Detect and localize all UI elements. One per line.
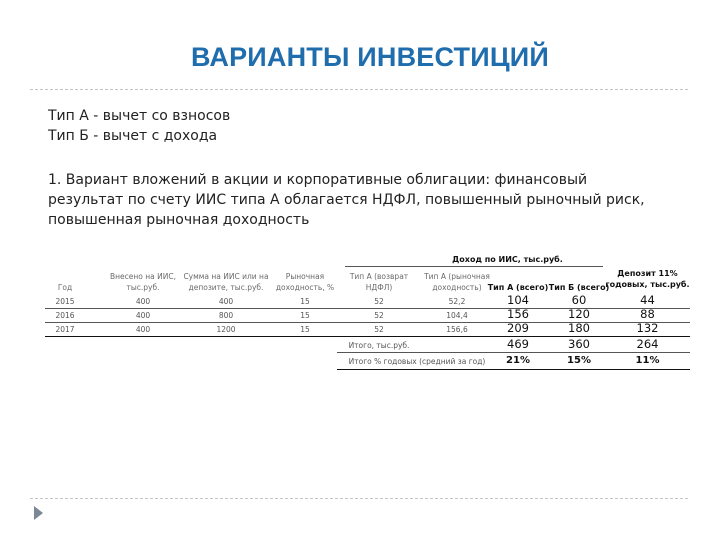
group-header-rule [345, 266, 603, 267]
avg-deposit11: 11% [635, 355, 660, 366]
header-typeB-total: Тип Б (всего) [548, 283, 610, 292]
avg-label: Итого % годовых (средний за год) [348, 357, 486, 366]
row2-deposit11: 88 [640, 307, 655, 321]
header-typeA-total: Тип А (всего) [487, 283, 549, 292]
row3-typeB-total: 180 [568, 321, 590, 335]
row3-deposit: 1200 [216, 325, 236, 334]
row2-typeB-total: 120 [568, 307, 590, 321]
row1-year: 2015 [55, 297, 75, 306]
avg-bottom-rule [337, 369, 690, 370]
row2-market: 15 [300, 311, 310, 320]
row1-typeA-yield: 52,2 [448, 297, 466, 306]
type-b-line: Тип Б - вычет с дохода [48, 128, 218, 144]
avg-typeA: 21% [506, 355, 530, 366]
row1-deposit: 400 [218, 297, 234, 306]
triangle-arrow-icon [34, 506, 43, 520]
row3-market: 15 [300, 325, 310, 334]
row1-deposit11: 44 [640, 293, 655, 307]
slide-body [48, 106, 688, 230]
group-header: Доход по ИИС, тыс.руб. [452, 255, 563, 264]
row2-deposit: 800 [218, 311, 234, 320]
investment-table [45, 250, 690, 375]
header-market: Рыночная доходность, % [275, 272, 335, 292]
totals-deposit11: 264 [636, 337, 659, 351]
row3-typeA-refund: 52 [374, 325, 384, 334]
avg-typeB: 15% [567, 355, 591, 366]
slide-title: ВАРИАНТЫ ИНВЕСТИЦИЙ [191, 42, 549, 72]
row1-contrib: 400 [135, 297, 151, 306]
totals-rule [337, 352, 690, 353]
header-year: Год [57, 283, 73, 292]
header-typeA-refund: Тип А (возврат НДФЛ) [349, 272, 409, 292]
paragraph-line-3: повышенная рыночная доходность [48, 212, 310, 228]
row1-typeA-refund: 52 [374, 297, 384, 306]
row2-typeA-total: 156 [507, 307, 529, 321]
row3-typeA-yield: 156,6 [446, 325, 468, 334]
row1-market: 15 [300, 297, 310, 306]
row3-year: 2017 [55, 325, 75, 334]
header-deposit11: Депозит 11% годовых, тыс.руб. [605, 269, 690, 289]
bottom-divider [30, 498, 688, 499]
row2-year: 2016 [55, 311, 75, 320]
header-contrib: Внесено на ИИС, тыс.руб. [109, 272, 176, 292]
header-deposit: Сумма на ИИС или на депозите, тыс.руб. [183, 272, 269, 292]
totals-typeA: 469 [507, 337, 529, 351]
type-a-line: Тип А - вычет со взносов [48, 108, 231, 124]
paragraph-line-2: результат по счету ИИС типа А облагается НДФЛ, повышенный рыночный риск, [48, 192, 645, 208]
row2-typeA-yield: 104,4 [446, 311, 468, 320]
row2-contrib: 400 [135, 311, 151, 320]
row3-typeA-total: 209 [507, 321, 529, 335]
row1-typeA-total: 104 [507, 293, 529, 307]
paragraph-line-1: 1. Вариант вложений в акции и корпоративные облигации: финансовый [48, 172, 588, 188]
totals-label: Итого, тыс.руб. [348, 341, 410, 350]
totals-typeB: 360 [568, 337, 590, 351]
top-divider [30, 89, 688, 90]
row2-typeA-refund: 52 [374, 311, 384, 320]
row1-typeB-total: 60 [571, 293, 587, 307]
row3-deposit11: 132 [636, 321, 659, 335]
row3-contrib: 400 [135, 325, 151, 334]
header-typeA-yield: Тип А (рыночная доходность) [424, 272, 490, 292]
